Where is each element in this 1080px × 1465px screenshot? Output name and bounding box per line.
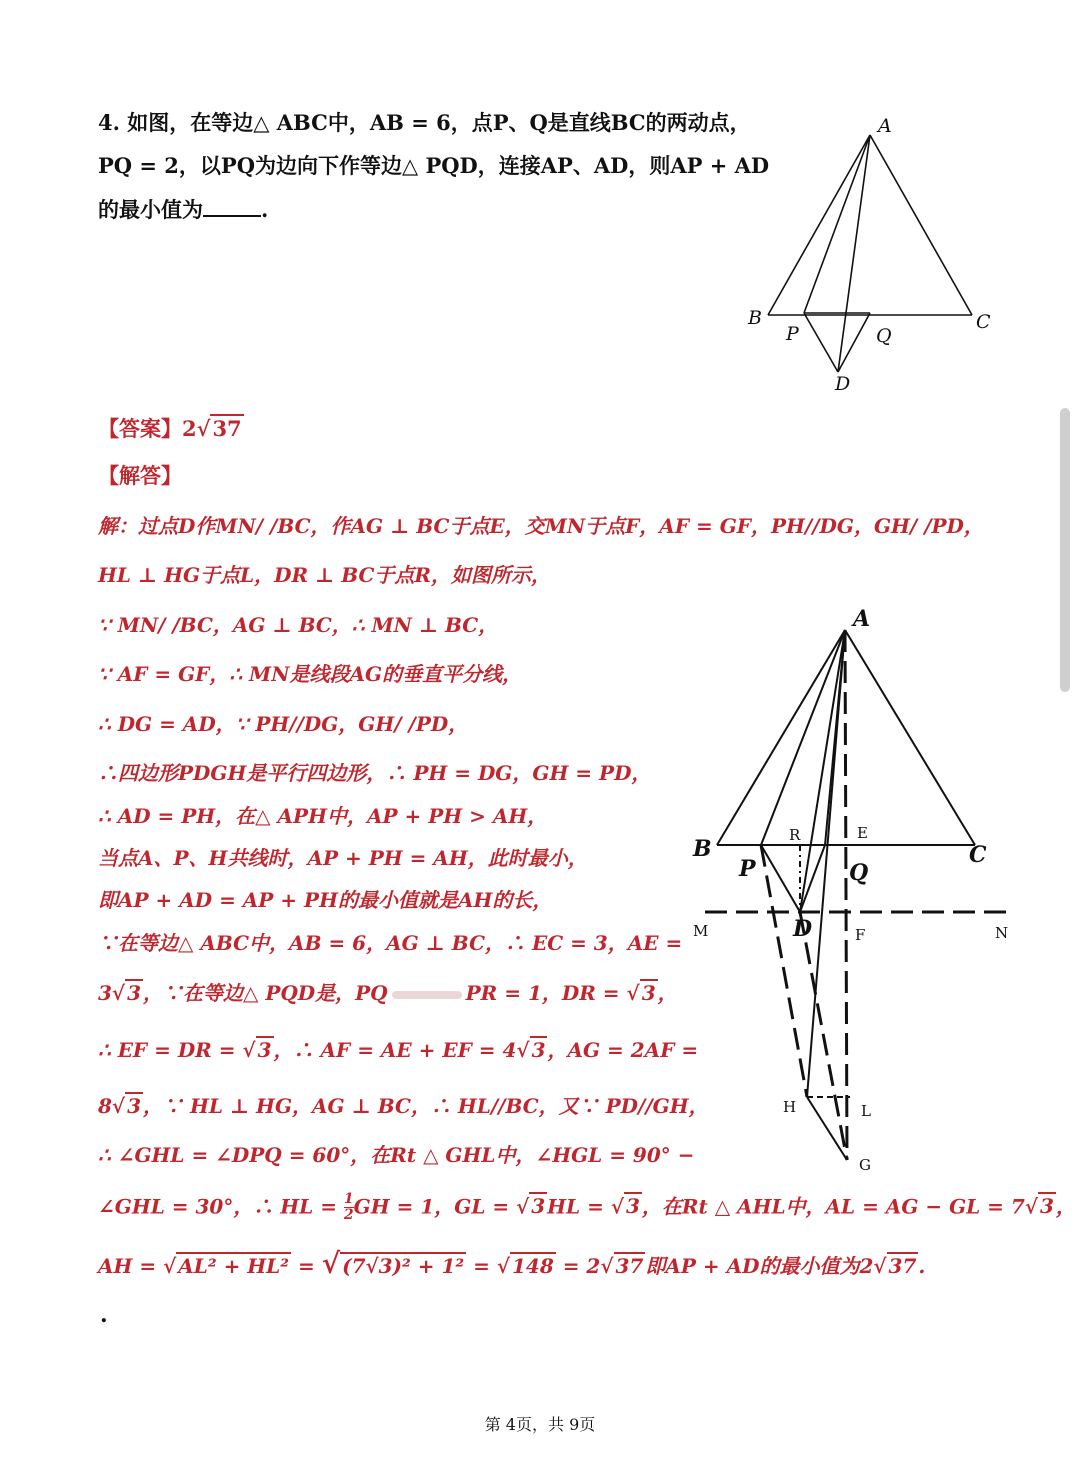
solution-line-7: ∴ AD = PH，在△ APH中，AP + PH > AH， xyxy=(98,804,548,828)
fig1-label-b: B xyxy=(748,307,762,329)
solution-line-12: ∴ EF = DR = √ 3 ，∴ AF = AE + EF = 4√ 3 ，AG = 2AF = xyxy=(98,1038,699,1062)
solution-line-10: ∵在等边△ ABC中，AB = 6，AG ⊥ BC，∴ EC = 3，AE = xyxy=(98,931,683,955)
solution-line-15: ∠GHL = 30°，∴ HL = $\frac{1}{2}$ GH = 1，GL = √ 3 HL = √ 3 ，在Rt △ AHL中，AL = AG − GL = 7√ 3 ， xyxy=(98,1191,1076,1224)
fig2-label-d: D xyxy=(793,916,813,942)
fig2-label-h: H xyxy=(783,1098,797,1116)
fig2-label-a: A xyxy=(853,606,871,632)
fig2-label-g: G xyxy=(859,1156,871,1174)
fig2-label-c: C xyxy=(969,842,987,868)
fig2-label-b: B xyxy=(693,836,712,862)
page-footer: 第 4页，共 9页 xyxy=(484,1415,596,1434)
figure-1-triangle xyxy=(740,110,1010,400)
solution-line-13: 8√ 3 ，∵ HL ⊥ HG，AG ⊥ BC，∴ HL//BC，又∵ PD//GH， xyxy=(98,1094,709,1118)
solution-line-1: 解：过点D作MN/ /BC，作AG ⊥ BC于点E，交MN于点F，AF = GF，PH//DG，GH/ /PD， xyxy=(98,514,984,538)
answer-line xyxy=(98,418,244,439)
problem-line-2: PQ = 2，以PQ为边向下作等边△ PQD，连接AP、AD，则AP + AD xyxy=(98,153,770,178)
fig2-label-r: R xyxy=(789,826,801,844)
fig1-label-p: P xyxy=(786,323,799,345)
fig2-label-e: E xyxy=(857,824,868,842)
fraction-half: $\frac{1}{2}$ xyxy=(343,1191,354,1224)
answer-tag: 【答案】 xyxy=(98,416,182,441)
solution-line-5: ∴ DG = AD，∵ PH//DG，GH/ /PD， xyxy=(98,712,469,736)
fig2-label-n: N xyxy=(995,924,1009,942)
fig2-label-l: L xyxy=(861,1102,871,1120)
answer-value: 2√37 xyxy=(182,416,242,441)
problem-line-3: 的最小值为 . xyxy=(98,197,269,222)
solution-heading: 【解答】 xyxy=(98,463,182,488)
fig2-label-q: Q xyxy=(849,860,869,886)
blurred-region xyxy=(392,991,462,999)
solution-line-9: 即AP + AD = AP + PH的最小值就是AH的长， xyxy=(98,888,553,912)
fig2-label-m: M xyxy=(693,922,709,940)
solution-line-3: ∵ MN/ /BC，AG ⊥ BC，∴ MN ⊥ BC， xyxy=(98,613,499,637)
fig1-label-q: Q xyxy=(876,325,892,347)
solution-line-16: AH = √ AL² + HL² = √ (7√3)² + 1² = √ 148 = 2√ 37 即AP + AD的最小值为2√ 37 . xyxy=(98,1247,926,1280)
solution-line-4: ∵ AF = GF，∴ MN是线段AG的垂直平分线， xyxy=(98,662,523,686)
fig1-label-c: C xyxy=(976,311,991,333)
stray-dot: . xyxy=(100,1302,108,1328)
scrollbar-thumb[interactable] xyxy=(1060,408,1070,692)
solution-line-2: HL ⊥ HG于点L，DR ⊥ BC于点R，如图所示， xyxy=(98,563,552,587)
fig2-label-p: P xyxy=(739,856,756,882)
answer-blank xyxy=(203,197,261,217)
fig1-label-a: A xyxy=(878,115,892,137)
fig2-label-f: F xyxy=(855,926,866,944)
solution-line-8: 当点A、P、H共线时，AP + PH = AH，此时最小， xyxy=(98,846,588,870)
solution-line-11: 3√ 3 ，∵在等边△ PQD是，PQ PR = 1，DR = √ 3 ， xyxy=(98,981,678,1005)
fig1-label-d: D xyxy=(835,373,851,395)
solution-line-6: ∴四边形PDGH是平行四边形，∴ PH = DG，GH = PD， xyxy=(98,761,652,785)
figure-2-construction xyxy=(685,600,1020,1180)
solution-line-14: ∴ ∠GHL = ∠DPQ = 60°，在Rt △ GHL中，∠HGL = 90° − xyxy=(98,1143,695,1167)
problem-line-1: 4. 如图，在等边△ ABC中，AB = 6，点P、Q是直线BC的两动点， xyxy=(98,110,751,135)
